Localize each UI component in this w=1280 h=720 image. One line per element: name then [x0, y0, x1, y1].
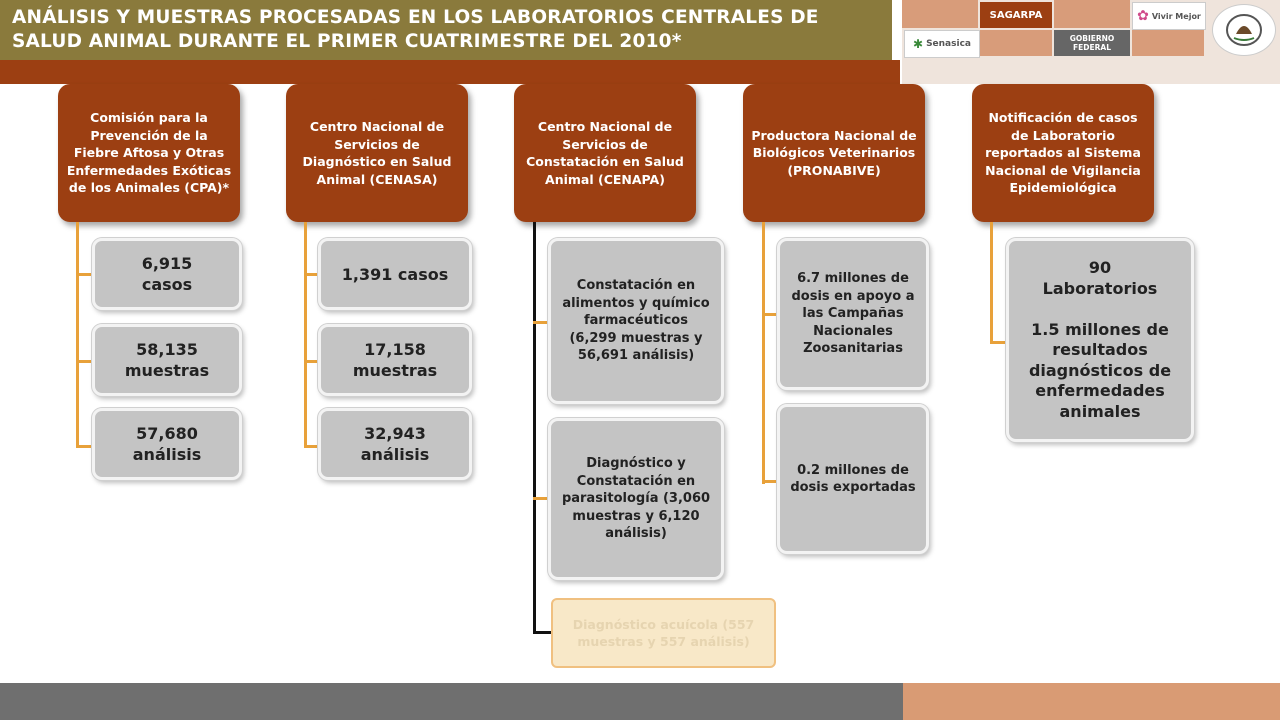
connector-line [533, 321, 549, 324]
connector-line [304, 222, 307, 448]
pronabive-campaign-box: 6.7 millones de dosis en apoyo a las Campañas Nacionales Zoosanitarias [777, 238, 929, 390]
logo-tile [1132, 30, 1204, 56]
cenapa-aquaculture-box: Diagnóstico acuícola (557 muestras y 557 análisis) [551, 598, 776, 668]
sagarpa-logo: SAGARPA [980, 2, 1052, 28]
footer-accent [903, 683, 1280, 720]
cenapa-parasitology-box: Diagnóstico y Constatación en parasitología (3,060 muestras y 6,120 análisis) [548, 418, 724, 580]
connector-line [76, 222, 79, 448]
title-underbar [0, 60, 900, 84]
flower-icon: ✿ [1137, 8, 1149, 24]
logo-tile [902, 0, 978, 28]
cenasa-samples-box: 17,158 muestras [318, 324, 472, 396]
cenasa-cases-box: 1,391 casos [318, 238, 472, 310]
pronabive-header: Productora Nacional de Biológicos Veterinarios (PRONABIVE) [743, 84, 925, 222]
vivir-mejor-logo: ✿ Vivir Mejor [1132, 2, 1206, 30]
connector-line [533, 222, 536, 634]
cpa-analysis-box: 57,680 análisis [92, 408, 242, 480]
connector-line [762, 222, 765, 484]
notification-header: Notificación de casos de Laboratorio reportados al Sistema Nacional de Vigilancia Epidemiológica [972, 84, 1154, 222]
cpa-samples-box: 58,135 muestras [92, 324, 242, 396]
cenasa-analysis-box: 32,943 análisis [318, 408, 472, 480]
cenapa-header: Centro Nacional de Servicios de Constatación en Salud Animal (CENAPA) [514, 84, 696, 222]
logo-tile [980, 30, 1052, 56]
cpa-header: Comisión para la Prevención de la Fiebre Aftosa y Otras Enfermedades Exóticas de los Animales (CPA)* [58, 84, 240, 222]
connector-line [762, 480, 778, 483]
notification-labs-box: 90 Laboratorios 1.5 millones de resultados diagnósticos de enfermedades animales [1006, 238, 1194, 442]
eagle-icon [1224, 12, 1264, 48]
gobierno-federal-logo: GOBIERNO FEDERAL [1054, 30, 1130, 56]
cenasa-header: Centro Nacional de Servicios de Diagnóstico en Salud Animal (CENASA) [286, 84, 468, 222]
connector-line [533, 631, 553, 634]
cenapa-food-box: Constatación en alimentos y químico farmacéuticos (6,299 muestras y 56,691 análisis) [548, 238, 724, 404]
pronabive-export-box: 0.2 millones de dosis exportadas [777, 404, 929, 554]
connector-line [990, 222, 993, 344]
page-title: ANÁLISIS Y MUESTRAS PROCESADAS EN LOS LABORATORIOS CENTRALES DE SALUD ANIMAL DURANTE EL PRIMER CUATRIMESTRE DEL 2010* [12, 7, 819, 52]
connector-line [762, 313, 778, 316]
senasica-logo: ✱ Senasica [904, 30, 980, 58]
senasica-icon: ✱ [913, 37, 924, 51]
cpa-cases-box: 6,915 casos [92, 238, 242, 310]
connector-line [533, 497, 549, 500]
footer-bar [0, 683, 903, 720]
logo-tile [1054, 0, 1130, 28]
coat-of-arms-logo [1212, 4, 1276, 56]
